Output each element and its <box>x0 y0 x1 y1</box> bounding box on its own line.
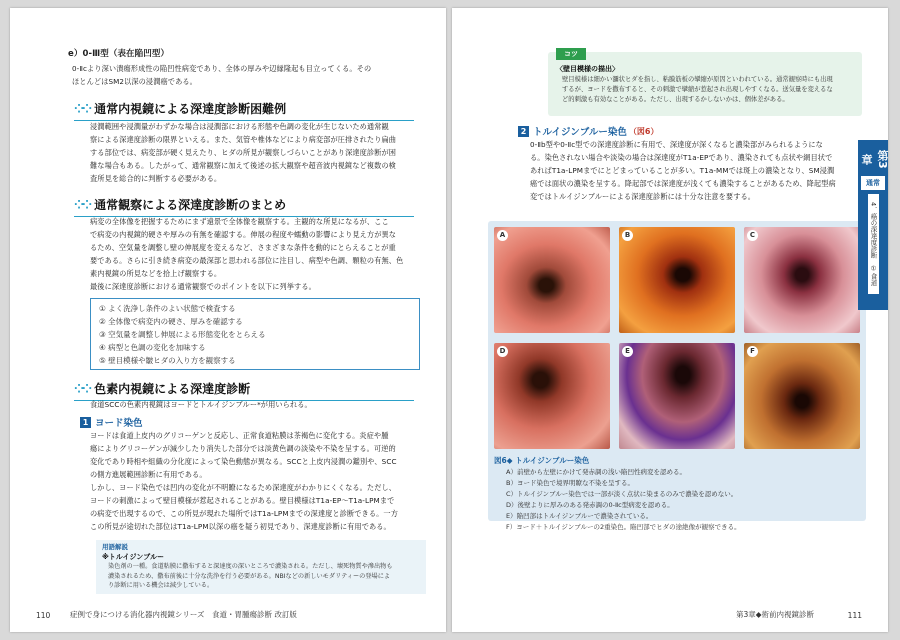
figure-items: A）前壁から左壁にかけて発赤調の浅い陥凹性病変を認める。 B）ヨード染色で境界明瞭な不染を呈する。 C）トルイジンブルー染色では一部が淡く点状に染まるのみで濃染を認めない。 D）後壁よりに厚みのある発赤調の0-Ⅱc型病変を認める。 E）陥凹部はトルイジンブルーで濃染されている。 F）ヨード＋トルイジンブルーの2重染色。陥凹部でヒダの途絶像が観察できる。 <box>506 468 741 531</box>
chapter-number: 第3章 <box>860 149 889 169</box>
left-page <box>10 8 446 632</box>
endoscopy-photo: E <box>619 343 735 449</box>
endoscopy-photo: C <box>744 227 860 333</box>
tip-title: 〈壁目模様の描出〉 <box>556 65 619 73</box>
tip-text: 壁目模様は細かい瀰状ヒダを指し、粘膜筋板の攣縮が原因といわれている。通常観察時にも出現 するが、ヨードを撒布すると、その刺激で攣縮が惹起され出現しやすくなる。送気量を変えるな ど的刺激も有効なことがある。ただし、出現するかしないかは、個体差がある。 <box>562 76 833 103</box>
glossary-term: ※トルイジンブルー <box>102 553 164 561</box>
figure-6 <box>488 221 866 531</box>
dots-icon: ⁘⁘ <box>74 101 91 116</box>
chapter-label: 通常 <box>861 176 885 190</box>
dots-icon: ⁘⁘ <box>74 197 91 212</box>
endoscopy-photo: A <box>494 227 610 333</box>
subheading-toluidine: 2 トルイジンブルー染色 （図6） <box>518 124 659 138</box>
footer-series: 症例で身につける消化器内視鏡シリーズ 食道・胃腫瘍診断 改訂版 <box>70 610 297 619</box>
list-item: ① よく洗浄し条件のよい状態で検査する <box>99 304 236 313</box>
tip-box <box>548 52 862 116</box>
section-heading-summary: ⁘⁘ 通常観察による深達度診断のまとめ <box>74 196 286 213</box>
chapter-subtitle: 4．癌の深達度診断 ①食道 <box>868 194 879 294</box>
footer-chapter: 第3章◆術前内視鏡診断 <box>735 610 814 619</box>
points-list-box <box>90 298 420 370</box>
section-text-chromo: 食道SCCの色素内視鏡はヨードとトルイジンブルー*が用いられる。 <box>90 400 312 409</box>
section-heading-difficult: ⁘⁘ 通常内視鏡による深達度診断困難例 <box>74 100 286 117</box>
dots-icon: ⁘⁘ <box>74 381 91 396</box>
list-item: ④ 病型と色調の変化を加味する <box>99 343 206 352</box>
iodine-text: ヨードは食道上皮内のグリコーゲンと反応し、正常食道粘膜は茶褐色に変化する。炎症や腫 瘍によりグリコーゲンが減少したり消失した部分では淡黄色調の淡染や不染を呈する。可逆的 変化であり時相や組織の分化度によって染色動態が異なる。SCCと上皮内浸潤の鑑別や、SCC の側方進展範囲診断に有用である。 しかし、ヨード染色では凹内の変化が不明瞭になるため深達度がわかりにくくなる。ただし、 ヨードの刺激によって壁目模様が惹起されることがある。壁目模様はT1a-EP～T1a-LPMまで の病変で出現するので、この所見が現れた場所ではT1a-LPMまでの深達度と診断できる。一方 この所見が途切れた部位はT1a-LPM以深の癌を疑う初見であり、深達度診断に有用である。 <box>90 431 398 531</box>
tip-tag: コツ <box>556 48 586 60</box>
glossary-label: 用語解説 <box>102 543 128 551</box>
right-page <box>452 8 888 632</box>
figure-caption: 図6◆ トルイジンブルー染色 <box>494 456 590 465</box>
toluidine-text: 0-Ⅱb型や0-Ⅱc型での深達度診断に有用で、深達度が深くなると濃染部がみられるようにな る。染色されない場合や淡染の場合は深達度がT1a-EPであり、濃染されても点状や網目状で あればT1a-LPMまでにとどまっていることが多い。T1a-MMでは斑上の濃染となり、SM浸潤 癌では面状の濃染を呈する。降起部では深達度が浅くても濃染することがあるため、降起型病 変ではトルイジンブルーによる深達度診断には十分な注意を要する。 <box>530 140 836 201</box>
endoscopy-photo: D <box>494 343 610 449</box>
intro-heading: e）0-Ⅲ型（表在陥凹型） <box>68 49 170 59</box>
intro-text: 0-Ⅱcより深い潰瘍形成性の陥凹性病変であり、全体の厚みや辺縁隆起も目立ってくる。その ほとんどはSM2以深の浸潤癌である。 <box>72 64 372 86</box>
section-text-summary: 病変の全体像を把握するためにまず遠景で全体像を観察する。主観的な所見になるが、ここ で病変の内視鏡的硬さや厚みの有無を確認する。伸展の程度や蠕動の影響により見え方が異な るため、空気量を調整し壁の伸展度を変えるなど、さまざまな条件を動的にとらえることが重 要である。さらに引き続き病変の最深部と思われる部位に注目し、病型や色調、顆粒の有無、色 素内視鏡の所見などを拾上げ観察する。 最後に深達度診断における通常観察でのポイントを以下に列挙する。 <box>90 217 404 291</box>
list-item: ③ 空気量を調整し伸展による形態変化をとらえる <box>99 330 266 339</box>
subheading-iodine: 1 ヨード染色 <box>80 415 143 429</box>
list-item: ② 全体像で病変内の硬さ、厚みを確認する <box>99 317 243 326</box>
page-number: 110 <box>36 611 51 620</box>
list-item: ⑤ 壁目模様や皺ヒダの入り方を観察する <box>99 356 236 365</box>
page-number: 111 <box>847 611 862 620</box>
glossary-box <box>96 540 426 594</box>
section-heading-chromo: ⁘⁘ 色素内視鏡による深達度診断 <box>74 380 250 397</box>
endoscopy-photo: F <box>744 343 860 449</box>
glossary-text: 染色剤の一種。食道粘膜に撒布すると深達度の深いところで濃染される。ただし、壊死物質や滲出物も 濃染されるため、撒布前後に十分な洗浄を行う必要がある。NBIなどの新しいモダリティーの登場によ り診断に用いる機会は減少している。 <box>108 563 393 589</box>
section-text-difficult: 浸潤範囲や浸潤量がわずかな場合は浸潤部における形態や色調の変化が生じないため通常観 察による深達度診断の限界といえる。また、気管や椎体などにより病変部が圧排されたり扁曲 する部位では、病変部が硬く見えたり、ヒダの所見が観察しづらいことがあり深達度診断が困 難な場合もある。したがって、通常観察に加えて後述の拡大観察や超音波内視鏡など複数の検 査所見を総合的に判断する必要がある。 <box>90 122 397 183</box>
endoscopy-photo: B <box>619 227 735 333</box>
chapter-tab <box>858 140 888 310</box>
